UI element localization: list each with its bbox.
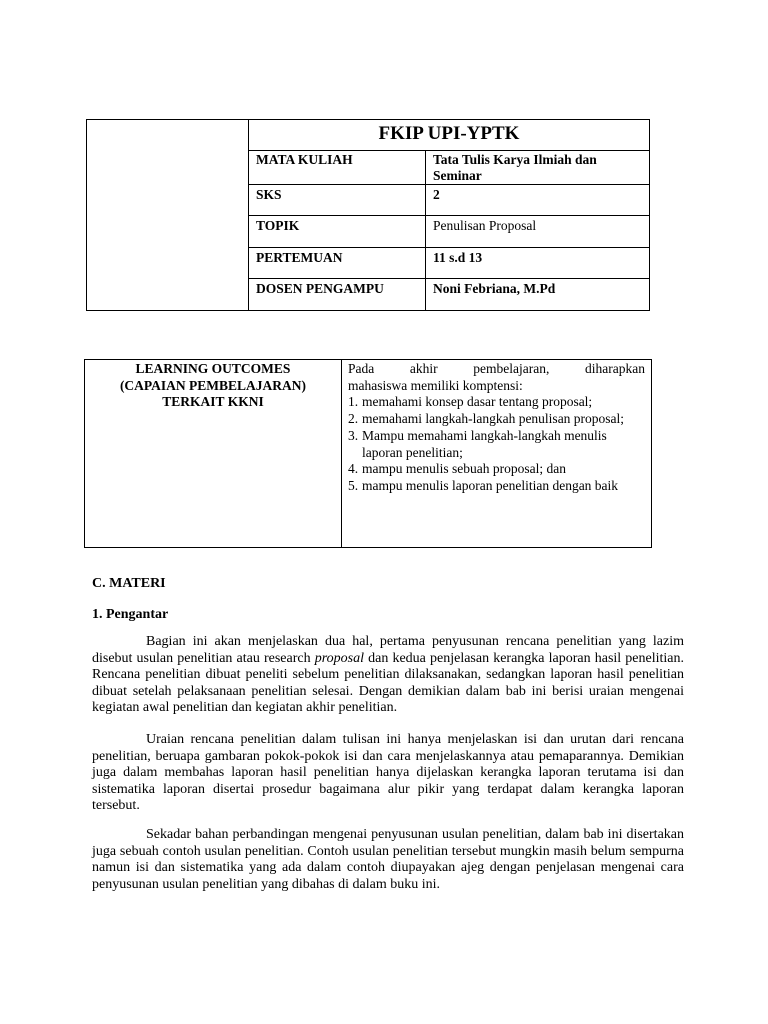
row-line (248, 247, 650, 248)
label-mata-kuliah: MATA KULIAH (256, 152, 353, 167)
table-border-bottom (86, 310, 650, 311)
label-pertemuan: PERTEMUAN (256, 250, 343, 265)
paragraph-1-italic: proposal (314, 650, 365, 666)
value-topik: Penulisan Proposal (433, 218, 537, 233)
lo-border-left (84, 359, 85, 548)
lo-border-bottom (84, 547, 652, 548)
list-text: memahami langkah-langkah penulisan proposal; (362, 411, 625, 427)
list-number: 5. (348, 477, 359, 493)
lo-label-line-2: (CAPAIAN PEMBELAJARAN) (119, 377, 307, 393)
list-number: 3. (348, 427, 359, 443)
table-border-left (86, 119, 87, 311)
lo-intro-line-1: Pada akhir pembelajaran, diharapkan (348, 361, 645, 376)
list-text: memahami konsep dasar tentang proposal; (362, 394, 593, 410)
label-sks: SKS (256, 187, 282, 202)
list-text: Mampu memahami langkah-langkah menulis laporan penelitian; (362, 427, 607, 460)
row-line (248, 278, 650, 279)
lo-border-top (84, 359, 652, 360)
list-number: 1. (348, 394, 359, 410)
label-dosen-pengampu: DOSEN PENGAMPU (256, 281, 384, 296)
list-item (348, 461, 645, 478)
institution-title: FKIP UPI-YPTK (378, 123, 520, 144)
list-item (348, 478, 645, 495)
lo-divider (341, 359, 342, 548)
value-dosen-pengampu: Noni Febriana, M.Pd (433, 281, 556, 296)
lo-label-line-1: LEARNING OUTCOMES (135, 361, 291, 376)
lo-intro-line-2: mahasiswa memiliki komptensi: (348, 377, 523, 393)
lo-border-right (651, 359, 652, 548)
list-item (348, 411, 645, 428)
list-item (348, 428, 645, 461)
learning-outcomes-content (348, 361, 645, 495)
row-line (248, 184, 650, 185)
row-line (248, 215, 650, 216)
paragraph-3: Sekadar bahan perbandingan mengenai penyusunan usulan penelitian, dalam bab ini disertakan juga sebuah contoh usulan penelitian. Contoh usulan penelitian tersebut mungkin masih belum sempurna namun isi dan sistematika yang ada dalam contoh diupayakan ajeg dengan penjelasan mengenai cara penyusunan usulan penelitian yang dibahas di dalam buku ini. (92, 827, 684, 892)
row-line (248, 150, 650, 151)
label-value-divider (425, 150, 426, 311)
learning-outcomes-label (88, 361, 338, 411)
paragraph-1 (92, 634, 684, 717)
table-border-top (86, 119, 650, 120)
list-number: 2. (348, 411, 359, 427)
paragraph-2: Uraian rencana penelitian dalam tulisan ini hanya menjelaskan isi dan urutan dari rencana penelitian, beruapa gambaran pokok-pokok isi dan cara menjelaskannya atau pemaparannya. Demikian juga dalam membahas laporan hasil penelitian hanya dijelaskan kerangka laporan terutama isi dan sistematika laporan disertai prosedur bagaimana alur pikir yang terdapat dalam kerangka laporan tersebut. (92, 732, 684, 814)
value-pertemuan: 11 s.d 13 (433, 250, 483, 265)
paragraph-1-text-a: Bagian ini akan menjelaskan dua hal, pertama penyusunan rencana penelitian yang lazim disebut usulan penelitian atau research (92, 634, 684, 666)
subsection-heading: 1. Pengantar (92, 607, 169, 622)
list-text: mampu menulis laporan penelitian dengan baik (362, 477, 619, 493)
section-heading: C. MATERI (92, 576, 166, 591)
label-topik: TOPIK (256, 218, 300, 233)
value-sks: 2 (433, 187, 440, 202)
list-item (348, 394, 645, 411)
paragraph-1-text-b: dan kedua penjelasan kerangka laporan hasil penelitian. Rencana penelitian dibuat peneliti sebelum penelitian dilaksanakan, sedangkan laporan hasil penelitian dibuat setelah pelaksanaan penelitian selesai. Dengan demikian dalam bab ini berisi uraian mengenai kegiatan awal penelitian dan kegiatan akhir penelitian. (92, 650, 684, 716)
value-mata-kuliah: Tata Tulis Karya Ilmiah dan Seminar (433, 152, 597, 183)
list-number: 4. (348, 461, 359, 477)
list-text: mampu menulis sebuah proposal; dan (362, 461, 566, 477)
lo-label-line-3: TERKAIT KKNI (162, 394, 264, 409)
